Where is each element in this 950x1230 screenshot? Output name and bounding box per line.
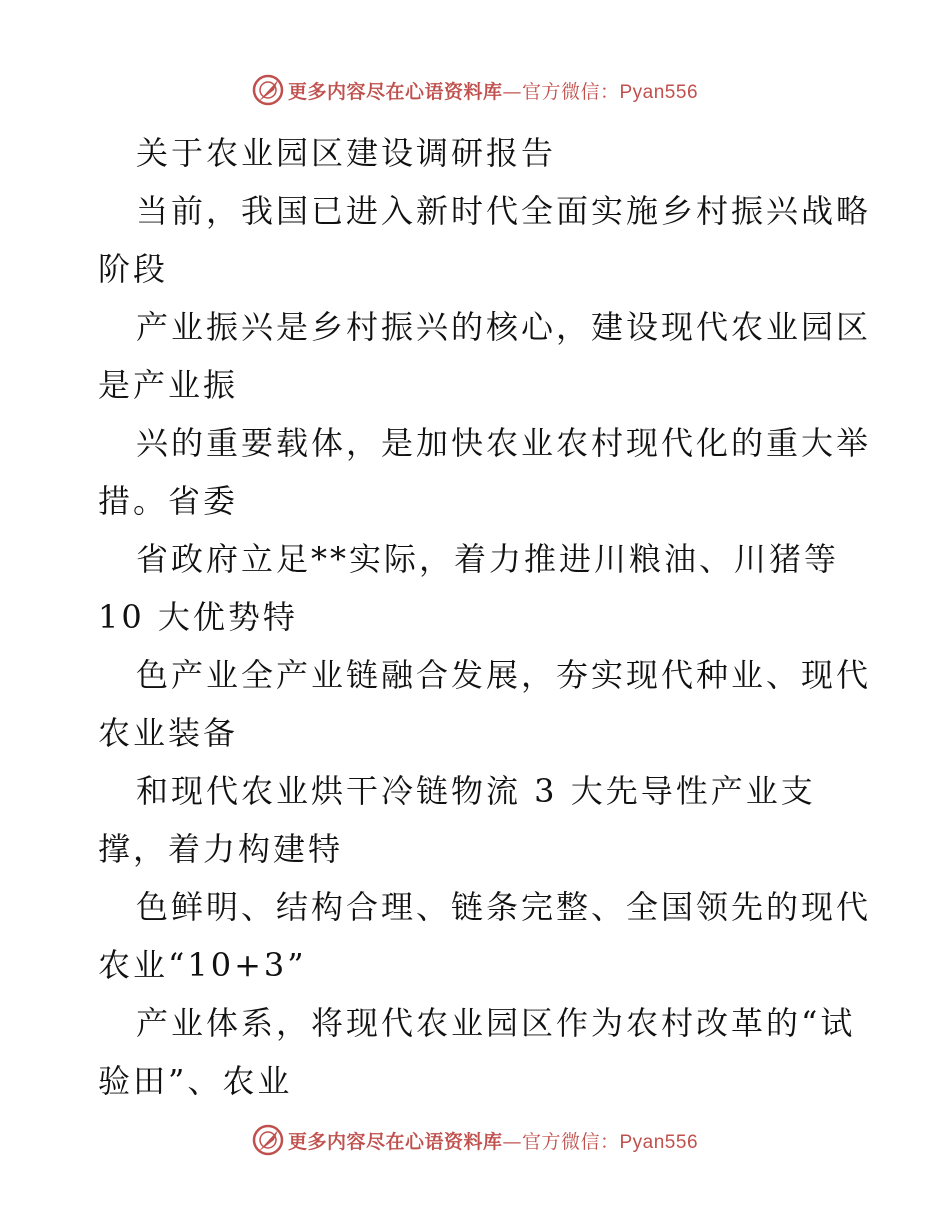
paragraph-line: 产业振兴是乡村振兴的核心，建设现代农业园区: [136, 308, 872, 346]
paragraph-line: 色鲜明、结构合理、链条完整、全国领先的现代: [136, 888, 872, 926]
footer-banner-wechat-id: Pyan556: [619, 1131, 699, 1153]
paragraph-line: 撑，着力构建特: [98, 830, 344, 868]
footer-banner-text: [288, 1127, 698, 1154]
paragraph-line: 产业体系，将现代农业园区作为农村改革的“试: [136, 1004, 856, 1042]
footer-banner-wechat-label: 官方微信：: [521, 1130, 620, 1153]
quill-logo-icon: [252, 1124, 284, 1156]
paragraph-line: 农业“10+3”: [98, 946, 307, 984]
footer-banner-separator: —: [502, 1130, 522, 1153]
paragraph-line: 是产业振: [98, 366, 239, 404]
paragraph-line: 色产业全产业链融合发展，夯实现代种业、现代: [136, 656, 872, 694]
paragraph-line: 农业装备: [98, 714, 239, 752]
paragraph-line: 省政府立足**实际，着力推进川粮油、川猪等: [136, 540, 840, 578]
paragraph-line: 10 大优势特: [98, 598, 298, 636]
document-title: 关于农业园区建设调研报告: [136, 134, 557, 172]
header-banner-wechat-label: 官方微信：: [521, 80, 620, 103]
header-banner: [0, 70, 950, 110]
paragraph-line: 和现代农业烘干冷链物流 3 大先导性产业支: [136, 772, 816, 810]
footer-banner-title: 更多内容尽在心语资料库: [287, 1130, 503, 1153]
header-banner-wechat-id: Pyan556: [619, 81, 699, 103]
header-banner-title: 更多内容尽在心语资料库: [287, 80, 503, 103]
paragraph-line: 阶段: [98, 250, 169, 288]
header-banner-separator: —: [502, 80, 522, 103]
header-banner-text: [288, 77, 698, 104]
document-body: [98, 124, 872, 1110]
paragraph-line: 措。省委: [98, 482, 239, 520]
paragraph-line: 当前，我国已进入新时代全面实施乡村振兴战略: [136, 192, 872, 230]
quill-logo-icon: [252, 74, 284, 106]
paragraph-line: 兴的重要载体，是加快农业农村现代化的重大举: [136, 424, 872, 462]
paragraph-line: 验田”、农业: [98, 1062, 293, 1100]
footer-banner: [0, 1120, 950, 1160]
